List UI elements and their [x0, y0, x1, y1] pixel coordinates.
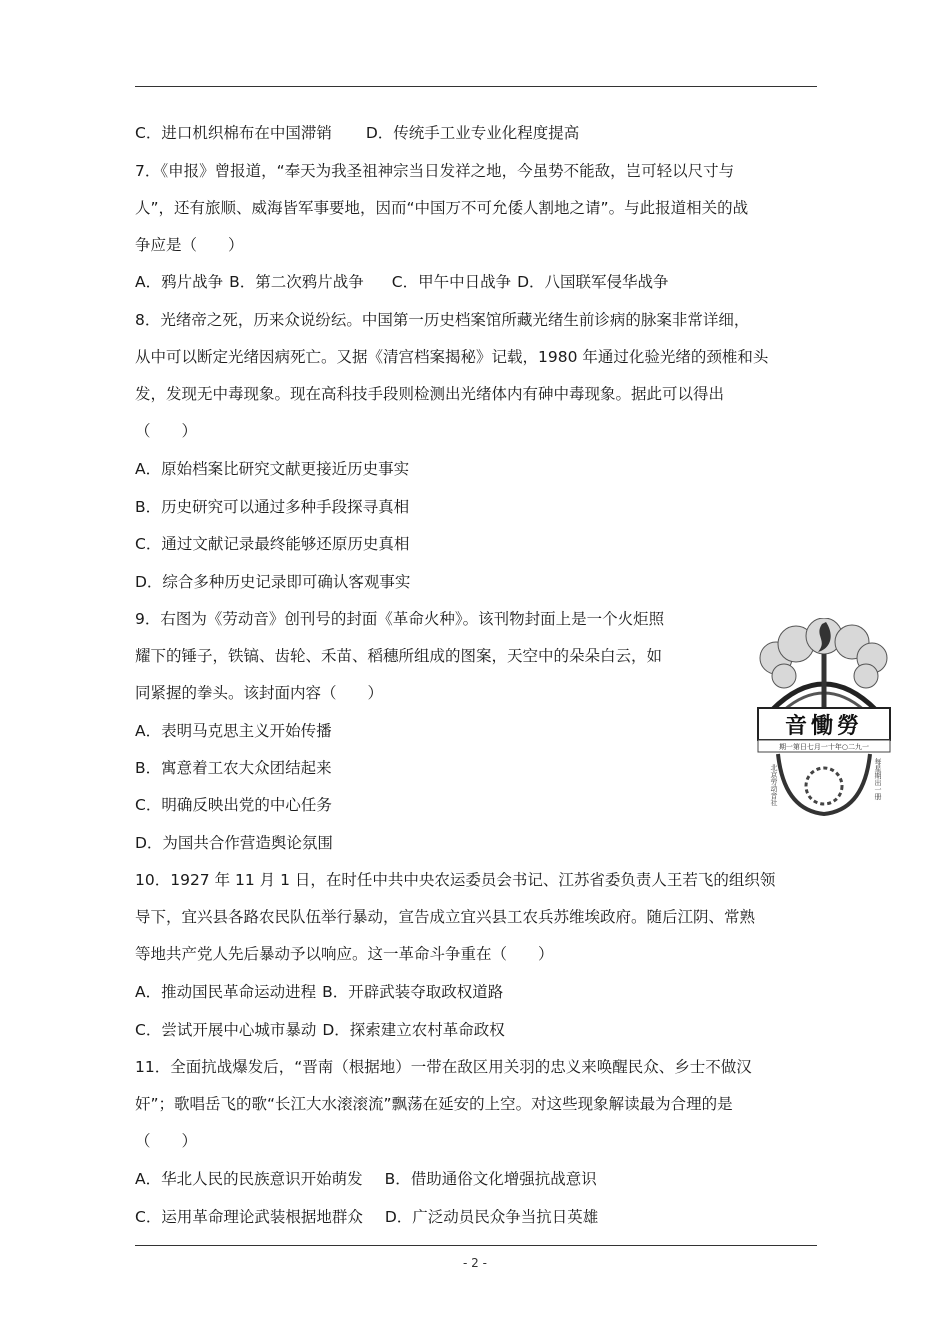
q8-option-a: A．原始档案比研究文献更接近历史事实	[135, 460, 410, 478]
header-rule	[135, 86, 817, 87]
q10-options-cd	[135, 1020, 505, 1040]
q7-option-d: D．八国联军侵华战争	[517, 273, 669, 291]
magazine-cover-illustration	[754, 618, 894, 816]
q8-stem-line3: 发，发现无中毒现象。现在高科技手段则检测出光绪体内有砷中毒现象。据此可以得出	[135, 385, 725, 403]
gear-shape	[806, 768, 842, 804]
q11-option-c: C．运用革命理论武装根据地群众	[135, 1208, 363, 1226]
q9-stem-line2: 耀下的锤子，铁镐、齿轮、禾苗、稻穗所组成的图案，天空中的朵朵白云，如	[135, 647, 663, 665]
q7-stem-line2: 人”，还有旅顺、威海皆军事要地，因而“中国万不可允倭人割地之请”。与此报道相关的战	[135, 199, 749, 217]
q11-option-a: A．华北人民的民族意识开始萌发	[135, 1170, 363, 1188]
q8-stem-line1: 8．光绪帝之死，历来众说纷纭。中国第一历史档案馆所藏光绪生前诊病的脉案非常详细，	[135, 311, 750, 329]
q6-options-cd	[135, 123, 579, 143]
q10-option-c: C．尝试开展中心城市暴动	[135, 1021, 317, 1039]
q7-option-a: A．鸦片战争	[135, 273, 224, 291]
q8-stem-line2: 从中可以断定光绪因病死亡。又据《清宫档案揭秘》记载，1980 年通过化验光绪的颈椎和头	[135, 348, 769, 366]
q9-option-d: D．为国共合作营造舆论氛围	[135, 834, 333, 852]
q11-stem-line2: 奸”；歌唱岳飞的歌“长江大水滚滚流”飘荡在延安的上空。对这些现象解读最为合理的是	[135, 1095, 733, 1113]
q11-options-cd	[135, 1207, 598, 1227]
q7-option-c: C．甲午中日战争	[391, 273, 512, 291]
q6-option-d: D．传统手工业专业化程度提高	[365, 124, 580, 142]
q9-stem-line1: 9．右图为《劳动音》创刊号的封面《革命火种》。该刊物封面上是一个火炬照	[135, 610, 665, 628]
q10-option-b: B．开辟武装夺取政权道路	[322, 983, 504, 1001]
cover-date: 期一第日七月一十年○二九一	[778, 743, 870, 751]
q6-option-c: C．进口机织棉布在中国滞销	[135, 124, 332, 142]
q8-stem-line4: （ ）	[135, 422, 198, 440]
q8-option-b: B．历史研究可以通过多种手段探寻真相	[135, 498, 410, 516]
q10-option-a: A．推动国民革命运动进程	[135, 983, 317, 1001]
q9-option-c: C．明确反映出党的中心任务	[135, 796, 332, 814]
q10-option-d: D．探索建立农村革命政权	[322, 1021, 505, 1039]
q7-stem-line3: 争应是（ ）	[135, 236, 244, 254]
q11-stem-line1: 11．全面抗战爆发后，“晋南（根据地）一带在敌区用关羽的忠义来唤醒民众、乡士不做汉	[135, 1058, 752, 1076]
q8-option-d: D．综合多种历史记录即可确认客观事实	[135, 573, 411, 591]
q11-option-b: B．借助通俗文化增强抗战意识	[384, 1170, 597, 1188]
page-number: - 2 -	[463, 1256, 487, 1270]
q11-option-d: D．广泛动员民众争当抗日英雄	[384, 1208, 599, 1226]
q10-options-ab	[135, 982, 503, 1002]
footer-rule	[135, 1245, 817, 1246]
cover-side-right: 每星期出一册	[874, 758, 882, 800]
q7-option-b: B．第二次鸦片战争	[229, 273, 364, 291]
q10-stem-line1: 10．1927 年 11 月 1 日，在时任中共中央农运委员会书记、江苏省委负责人王若飞的组织领	[135, 871, 776, 889]
q9-option-a: A．表明马克思主义开始传播	[135, 722, 332, 740]
cover-title: 音慟勞	[784, 713, 864, 739]
q10-stem-line2: 导下，宜兴县各路农民队伍举行暴动，宣告成立宜兴县工农兵苏维埃政府。随后江阴、常熟	[135, 908, 756, 926]
q11-options-ab	[135, 1169, 597, 1189]
q9-option-b: B．寓意着工农大众团结起来	[135, 759, 332, 777]
q11-stem-line3: （ ）	[135, 1132, 198, 1150]
q7-options	[135, 272, 669, 292]
q8-option-c: C．通过文献记录最终能够还原历史真相	[135, 535, 410, 553]
q7-stem-line1: 7．《申报》曾报道，“奉天为我圣祖神宗当日发祥之地，今虽势不能敌，岂可轻以尺寸与	[135, 162, 735, 180]
q10-stem-line3: 等地共产党人先后暴动予以响应。这一革命斗争重在（ ）	[135, 945, 554, 963]
cover-side-left: 北京劳动音社	[770, 764, 778, 806]
q9-stem-line3: 同紧握的拳头。该封面内容（ ）	[135, 684, 384, 702]
